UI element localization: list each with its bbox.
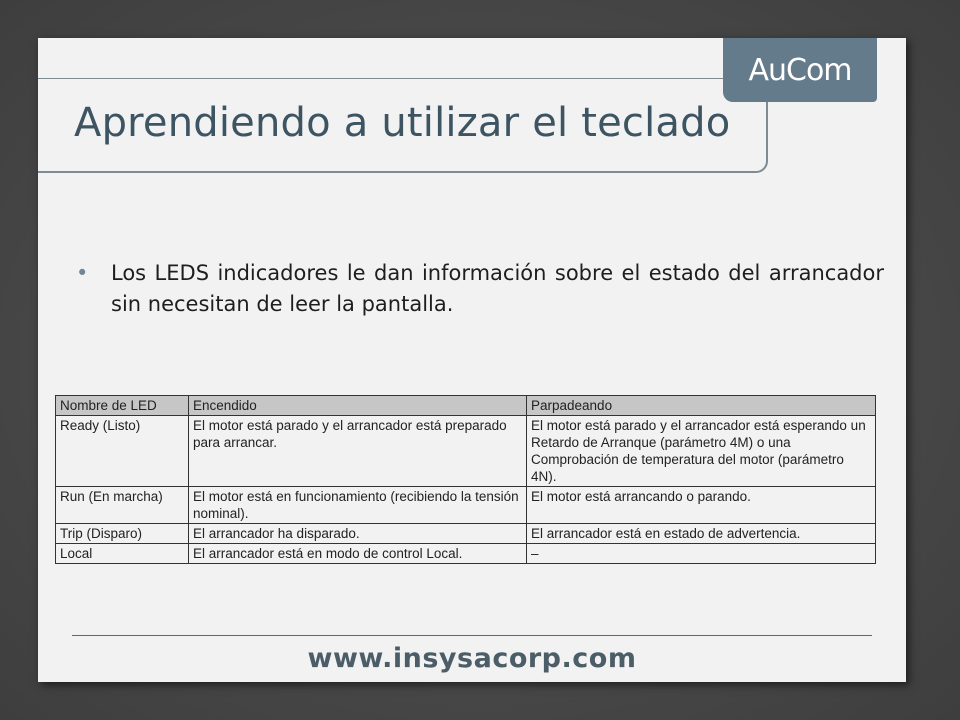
top-divider bbox=[38, 78, 723, 79]
table-row bbox=[56, 524, 876, 544]
table-cell: El motor está parado y el arrancador está preparado para arrancar. bbox=[189, 416, 527, 487]
table-cell: El motor está arrancando o parando. bbox=[527, 487, 876, 524]
table-row bbox=[56, 416, 876, 487]
bullet-point bbox=[76, 258, 884, 320]
column-header-on: Encendido bbox=[189, 396, 527, 416]
table-cell: El motor está parado y el arrancador está esperando un Retardo de Arranque (parámetro 4M) o una Comprobación de temperatura del motor (parámetro 4N). bbox=[527, 416, 876, 487]
column-header-blinking: Parpadeando bbox=[527, 396, 876, 416]
table-header-row bbox=[56, 396, 876, 416]
table-cell: Trip (Disparo) bbox=[56, 524, 189, 544]
table-cell: Local bbox=[56, 544, 189, 564]
table-cell: El arrancador está en estado de advertencia. bbox=[527, 524, 876, 544]
slide bbox=[38, 38, 906, 682]
table-cell: El motor está en funcionamiento (recibiendo la tensión nominal). bbox=[189, 487, 527, 524]
footer-url: www.insysacorp.com bbox=[307, 643, 637, 674]
bullet-text: Los LEDS indicadores le dan información sobre el estado del arrancador sin necesitan de leer la pantalla. bbox=[111, 261, 884, 316]
table-cell: Ready (Listo) bbox=[56, 416, 189, 487]
led-table bbox=[55, 395, 876, 564]
bullet-marker: • bbox=[76, 261, 89, 285]
column-header-led-name: Nombre de LED bbox=[56, 396, 189, 416]
slide-title: Aprendiendo a utilizar el teclado bbox=[74, 100, 731, 146]
table-row bbox=[56, 487, 876, 524]
footer-divider bbox=[72, 635, 872, 636]
table-cell: El arrancador está en modo de control Local. bbox=[189, 544, 527, 564]
led-table-container bbox=[55, 395, 876, 564]
table-cell: – bbox=[527, 544, 876, 564]
aucom-logo: AuCom bbox=[723, 38, 877, 102]
table-cell: El arrancador ha disparado. bbox=[189, 524, 527, 544]
table-row bbox=[56, 544, 876, 564]
table-cell: Run (En marcha) bbox=[56, 487, 189, 524]
